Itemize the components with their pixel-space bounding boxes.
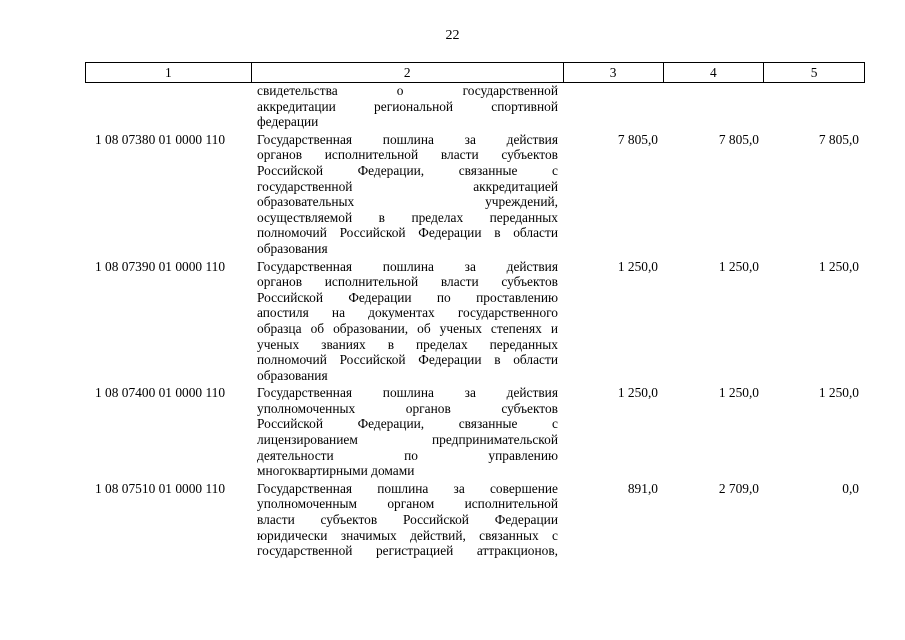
value-col-4: 7 805,0 bbox=[718, 131, 759, 147]
description-line: Российской Федерации по проставлению bbox=[257, 289, 558, 305]
description bbox=[251, 83, 564, 130]
description-line: юридически значимых действий, связанных с bbox=[257, 527, 558, 543]
description-line: Российской Федерации, связанные с bbox=[257, 416, 558, 432]
column-header-4: 4 bbox=[664, 63, 765, 82]
value-col-3: 7 805,0 bbox=[617, 131, 658, 147]
value-col-4: 2 709,0 bbox=[718, 480, 759, 496]
description-line: образования bbox=[257, 240, 328, 256]
value-col-5: 0,0 bbox=[842, 480, 859, 496]
value-col-3: 1 250,0 bbox=[617, 258, 658, 274]
value-col-5: 7 805,0 bbox=[818, 131, 859, 147]
description-line: образовательных учреждений, bbox=[257, 194, 558, 210]
description-line: Государственная пошлина за действия bbox=[257, 385, 558, 401]
description-line: уполномоченным органом исполнительной bbox=[257, 496, 558, 512]
table-header bbox=[85, 62, 865, 83]
budget-code: 1 08 07510 01 0000 110 bbox=[95, 480, 226, 496]
table-row bbox=[85, 385, 865, 479]
description-line: ученых званиях в пределах переданных bbox=[257, 336, 558, 352]
description-line: органов исполнительной власти субъектов bbox=[257, 147, 558, 163]
value-col-5: 1 250,0 bbox=[818, 385, 859, 401]
budget-code: 1 08 07390 01 0000 110 bbox=[95, 258, 226, 274]
description-line: Государственная пошлина за действия bbox=[257, 258, 558, 274]
value-col-4: 1 250,0 bbox=[718, 258, 759, 274]
description-line: свидетельства о государственной bbox=[257, 83, 558, 98]
description-line: деятельности по управлению bbox=[257, 447, 558, 463]
value-col-3: 891,0 bbox=[627, 480, 658, 496]
description-line: образца об образовании, об ученых степенях и bbox=[257, 320, 558, 336]
description bbox=[251, 385, 564, 479]
description bbox=[251, 132, 564, 257]
column-header-5: 5 bbox=[810, 65, 818, 80]
column-header-3: 3 bbox=[564, 63, 664, 82]
table-body bbox=[85, 83, 865, 559]
value-col-4: 1 250,0 bbox=[718, 385, 759, 401]
description bbox=[251, 481, 564, 559]
budget-code: 1 08 07380 01 0000 110 bbox=[95, 131, 226, 147]
value-col-3: 1 250,0 bbox=[617, 385, 658, 401]
description-line: образования bbox=[257, 367, 328, 383]
description bbox=[251, 259, 564, 384]
budget-code bbox=[85, 83, 251, 130]
column-header-2: 2 bbox=[252, 63, 564, 82]
column-header-1: 1 bbox=[86, 63, 252, 82]
value-col-4 bbox=[664, 83, 765, 130]
description-line: уполномоченных органов субъектов bbox=[257, 400, 558, 416]
value-col-5: 1 250,0 bbox=[818, 258, 859, 274]
description-line: лицензированием предпринимательской bbox=[257, 432, 558, 448]
description-line: полномочий Российской Федерации в области bbox=[257, 225, 558, 241]
description-line: Государственная пошлина за действия bbox=[257, 131, 558, 147]
description-line: апостиля на документах государственного bbox=[257, 305, 558, 321]
description-line: осуществляемой в пределах переданных bbox=[257, 209, 558, 225]
table-row bbox=[85, 83, 865, 130]
description-line: аккредитации региональной спортивной bbox=[257, 98, 558, 114]
description-line: органов исполнительной власти субъектов bbox=[257, 274, 558, 290]
table-row bbox=[85, 259, 865, 384]
description-line: Государственная пошлина за совершение bbox=[257, 480, 558, 496]
description-line: федерации bbox=[257, 114, 319, 130]
value-col-3 bbox=[564, 83, 664, 130]
table-row bbox=[85, 132, 865, 257]
description-line: Российской Федерации, связанные с bbox=[257, 162, 558, 178]
description-line: полномочий Российской Федерации в области bbox=[257, 352, 558, 368]
description-line: власти субъектов Российской Федерации bbox=[257, 512, 558, 528]
table-row bbox=[85, 481, 865, 559]
description-line: многоквартирными домами bbox=[257, 463, 415, 479]
value-col-5 bbox=[765, 83, 865, 130]
description-line: государственной регистрацией аттракционов, bbox=[257, 543, 558, 559]
budget-code: 1 08 07400 01 0000 110 bbox=[95, 385, 226, 401]
page-number: 22 bbox=[445, 28, 460, 43]
description-line: государственной аккредитацией bbox=[257, 178, 558, 194]
